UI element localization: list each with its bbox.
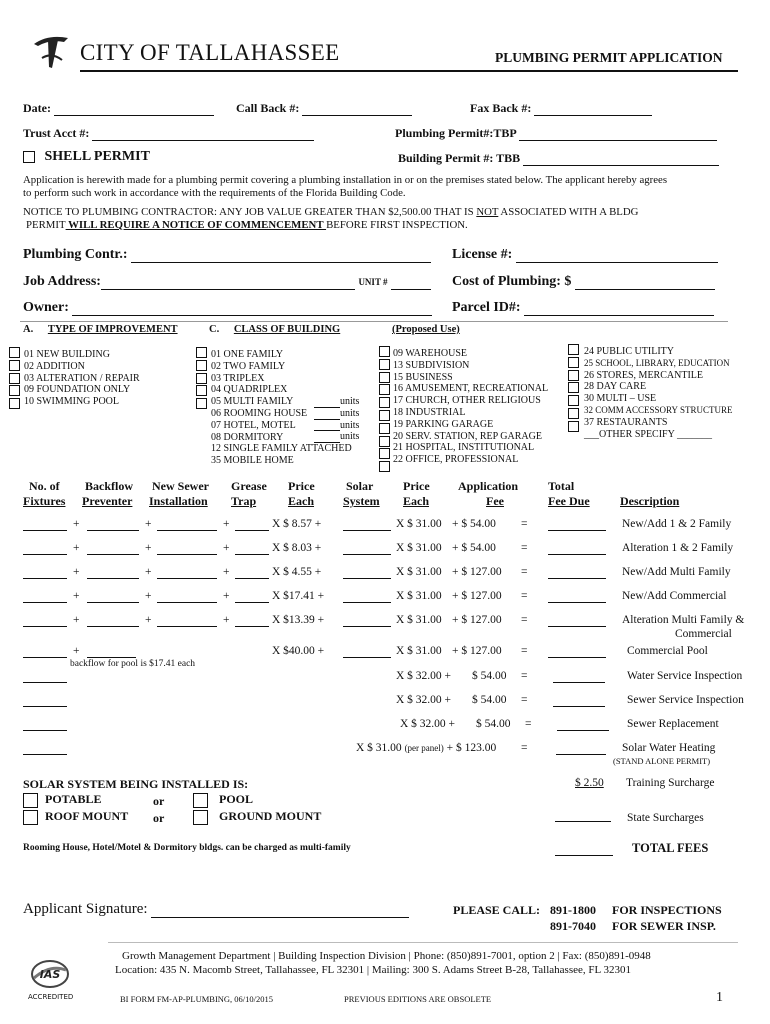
service-each: X $ 32.00 + [396, 694, 452, 706]
header-description: Description [620, 494, 680, 508]
units-field[interactable] [314, 410, 340, 420]
solar-app-fee: + $ 123.00 [446, 742, 497, 754]
improvement-item: 02 ADDITION [24, 360, 85, 372]
header-fee-due: Fee Due [548, 494, 590, 508]
header-rule [80, 70, 738, 72]
header-price-2: Price [403, 479, 430, 493]
plus-sign: + [73, 542, 80, 554]
pool-label: POOL [219, 792, 254, 806]
rooming-note: Rooming House, Hotel/Motel & Dormitory bldgs. can be charged as multi-family [23, 843, 351, 853]
notice-not: NOT [476, 206, 499, 218]
class-checkbox[interactable] [568, 395, 579, 406]
class-checkbox[interactable] [196, 360, 207, 371]
class-list-2 [393, 348, 548, 466]
footer-line-1: Growth Management Department | Building Inspection Division | Phone: (850)891-7001, option 2 | Fax: (850)891-0948 [122, 950, 651, 962]
service-app-fee: $ 54.00 [476, 718, 511, 730]
equals-sign: = [521, 542, 528, 554]
potable-checkbox[interactable] [23, 793, 38, 808]
grease-trap-field[interactable] [235, 542, 269, 555]
application-fee: + $ 127.00 [452, 566, 502, 578]
notice-permit: PERMIT [26, 219, 66, 231]
service-row [0, 694, 770, 710]
improvement-checkbox[interactable] [9, 347, 20, 358]
fixtures-field[interactable] [23, 614, 67, 627]
class-checkbox[interactable] [196, 347, 207, 358]
trust-acct-label: Trust Acct #: [23, 126, 90, 140]
plus-sign: + [145, 518, 152, 530]
class-item: 03 TRIPLEX [211, 372, 265, 384]
units-label: units [340, 396, 360, 407]
improvement-checkbox[interactable] [9, 398, 20, 409]
section-c-title: CLASS OF BUILDING [233, 324, 341, 335]
header-trap: Trap [231, 494, 257, 508]
row-description: Alteration Multi Family & [622, 614, 745, 626]
notice-text-1: NOTICE TO PLUMBING CONTRACTOR: ANY JOB VALUE GREATER THAN $2,500.00 THAT IS [23, 206, 477, 218]
plus-sign: + [145, 614, 152, 626]
owner-field[interactable] [72, 301, 432, 316]
form-number: BI FORM FM-AP-PLUMBING, 06/10/2015 [120, 994, 274, 1004]
class-3-checkboxes [568, 344, 580, 432]
service-description: Water Service Inspection [627, 670, 743, 682]
header-new-sewer: New Sewer [152, 479, 209, 493]
obsolete-note: PREVIOUS EDITIONS ARE OBSOLETE [344, 994, 492, 1004]
plus-sign: + [223, 518, 230, 530]
fixtures-field[interactable] [23, 718, 67, 731]
class-list-3 [584, 346, 732, 440]
improvement-checkbox[interactable] [9, 385, 20, 396]
header-installation: Installation [149, 494, 208, 508]
equals-sign: = [521, 614, 528, 626]
class-checkbox[interactable] [568, 421, 579, 432]
class-item: 02 TWO FAMILY [211, 360, 286, 372]
form-title: PLUMBING PERMIT APPLICATION [495, 50, 723, 65]
row-description: New/Add 1 & 2 Family [622, 518, 732, 530]
license-field[interactable] [516, 248, 718, 263]
class-checkbox[interactable] [196, 385, 207, 396]
class-item: 04 QUADRIPLEX [211, 384, 288, 396]
total-fee-field[interactable] [548, 566, 606, 579]
training-amount: $ 2.50 [575, 777, 604, 789]
class-item: 21 HOSPITAL, INSTITUTIONAL [393, 442, 535, 454]
fixtures-field[interactable] [23, 742, 67, 755]
improvement-checkboxes [9, 347, 21, 409]
total-fees-field[interactable] [555, 843, 613, 856]
new-sewer-field[interactable] [157, 566, 217, 579]
solar-field[interactable] [343, 645, 391, 658]
footer-line-2: Location: 435 N. Macomb Street, Tallahassee, FL 32301 | Mailing: 300 S. Adams Street B-28, Tallahassee, FL 32301 [115, 964, 632, 976]
backflow-field[interactable] [87, 566, 139, 579]
units-label: units [340, 431, 360, 443]
new-sewer-field[interactable] [157, 614, 217, 627]
building-permit-field[interactable] [523, 153, 719, 166]
improvement-list [24, 349, 140, 408]
class-item: 24 PUBLIC UTILITY [584, 346, 674, 357]
header-each-2: Each [403, 494, 430, 508]
solar-field[interactable] [343, 566, 391, 579]
ias-logo [28, 958, 72, 998]
pool-note: backflow for pool is $17.41 each [70, 659, 196, 669]
pool-each: X $ 31.00 [396, 645, 442, 657]
parcel-field[interactable] [524, 301, 714, 316]
cost-label: Cost of Plumbing: $ [452, 274, 572, 289]
plus-sign: + [223, 614, 230, 626]
or-label: or [153, 811, 165, 825]
fee-row [0, 590, 770, 606]
service-each: X $ 32.00 + [400, 718, 456, 730]
section-a-letter: A. [23, 324, 34, 335]
class-2-checkboxes [379, 346, 391, 472]
class-checkbox[interactable] [568, 382, 579, 393]
ground-mount-checkbox[interactable] [193, 810, 208, 825]
class-item: 09 WAREHOUSE [393, 348, 467, 359]
fixture-price: X $13.39 + [272, 614, 325, 626]
ias-logo-text: IAS [39, 968, 61, 981]
service-description: Sewer Replacement [627, 718, 719, 730]
class-item: 16 AMUSEMENT, RECREATIONAL [393, 383, 549, 395]
improvement-checkbox[interactable] [9, 373, 20, 384]
ground-mount-label: GROUND MOUNT [219, 809, 322, 823]
plumbing-permit-field[interactable] [519, 128, 717, 141]
plus-sign: + [223, 566, 230, 578]
new-sewer-field[interactable] [157, 518, 217, 531]
service-app-fee: $ 54.00 [472, 694, 507, 706]
plus-sign: + [73, 645, 80, 657]
header-each: Each [288, 494, 315, 508]
class-item: 19 PARKING GARAGE [393, 418, 494, 430]
backflow-field[interactable] [87, 542, 139, 555]
for-inspections: FOR INSPECTIONS [612, 903, 722, 917]
class-checkbox[interactable] [379, 461, 390, 472]
for-sewer: FOR SEWER INSP. [612, 919, 716, 933]
class-item: 07 HOTEL, MOTEL [211, 419, 296, 431]
service-description: Sewer Service Inspection [627, 694, 744, 706]
class-checkbox[interactable] [568, 344, 579, 355]
header-preventer: Preventer [82, 494, 133, 508]
equals-sign: = [521, 694, 528, 706]
class-item: 05 MULTI FAMILY [211, 396, 294, 408]
class-item: 12 SINGLE FAMILY ATTACHED [211, 443, 352, 455]
fee-row [0, 542, 770, 558]
system-price: X $ 31.00 [396, 614, 442, 626]
total-fee-field[interactable] [548, 590, 606, 603]
application-fee: + $ 54.00 [452, 542, 496, 554]
section-c-letter: C. [209, 324, 220, 335]
class-checkbox[interactable] [196, 373, 207, 384]
total-fee-field[interactable] [557, 718, 609, 731]
class-item: 37 RESTAURANTS [584, 416, 668, 428]
notice-text-2c: BEFORE FIRST INSPECTION. [326, 219, 468, 231]
class-item: 22 OFFICE, PROFESSIONAL [393, 454, 519, 466]
units-label: units [340, 419, 360, 431]
improvement-checkbox[interactable] [9, 360, 20, 371]
application-fee: + $ 127.00 [452, 614, 502, 626]
state-surcharge-field[interactable] [555, 809, 611, 822]
class-checkbox[interactable] [379, 384, 390, 395]
row-description-2: Commercial [675, 628, 732, 640]
header-fee: Fee [486, 494, 504, 508]
page-number: 1 [716, 990, 723, 1005]
backflow-field[interactable] [87, 645, 136, 658]
divider [20, 321, 728, 322]
intro-line-2: to perform such work in accordance with the requirements of the Florida Building Code. [23, 187, 406, 199]
owner-label: Owner: [23, 300, 69, 315]
cost-field[interactable] [575, 275, 715, 290]
class-checkbox[interactable] [568, 408, 579, 419]
plus-sign: + [145, 590, 152, 602]
date-field[interactable] [54, 103, 214, 116]
total-fee-field[interactable] [548, 645, 606, 658]
class-checkbox[interactable] [379, 397, 390, 408]
shell-permit-checkbox[interactable] [23, 151, 35, 163]
total-fee-field[interactable] [556, 742, 606, 755]
units-field[interactable] [314, 433, 340, 443]
fixture-price: X $ 8.57 + [272, 518, 322, 530]
shell-permit-label: SHELL PERMIT [44, 149, 150, 164]
improvement-item: 01 NEW BUILDING [24, 349, 110, 360]
roof-mount-checkbox[interactable] [23, 810, 38, 825]
header-system: System [343, 494, 380, 508]
new-sewer-field[interactable] [157, 590, 217, 603]
header-total: Total [548, 479, 575, 493]
fixture-price: X $17.41 + [272, 590, 325, 602]
state-surcharge-label: State Surcharges [627, 812, 704, 824]
fixtures-field[interactable] [23, 542, 67, 555]
new-sewer-field[interactable] [157, 542, 217, 555]
system-price: X $ 31.00 [396, 518, 442, 530]
equals-sign: = [525, 718, 532, 730]
please-call: PLEASE CALL: [453, 903, 541, 917]
class-item: 15 BUSINESS [393, 371, 453, 383]
backflow-field[interactable] [87, 518, 139, 531]
class-item: 06 ROOMING HOUSE [211, 407, 308, 419]
fixtures-field[interactable] [23, 694, 67, 707]
intro-line-1: Application is herewith made for a plumbing permit covering a plumbing installation in or on the premises stated below. The applicant hereby agrees [23, 174, 668, 186]
row-description: New/Add Multi Family [622, 566, 731, 578]
units-field[interactable] [314, 421, 340, 431]
class-checkbox[interactable] [379, 359, 390, 370]
grease-trap-field[interactable] [235, 518, 269, 531]
total-fee-field[interactable] [548, 518, 606, 531]
class-checkbox[interactable] [379, 448, 390, 459]
header-solar: Solar [346, 479, 374, 493]
grease-trap-field[interactable] [235, 614, 269, 627]
service-row [0, 670, 770, 686]
solar-description: Solar Water Heating [622, 742, 716, 754]
service-each: X $ 32.00 + [396, 670, 452, 682]
service-app-fee: $ 54.00 [472, 670, 507, 682]
signature-field[interactable] [151, 902, 409, 918]
notice-text-1b: ASSOCIATED WITH A BLDG [498, 206, 639, 218]
header-backflow: Backflow [85, 479, 133, 493]
date-label: Date: [23, 101, 51, 115]
plus-sign: + [223, 590, 230, 602]
call-back-field[interactable] [302, 103, 412, 116]
class-item: 28 DAY CARE [584, 381, 647, 393]
solar-field[interactable] [343, 542, 391, 555]
fax-back-field[interactable] [534, 103, 652, 116]
units-label: units [340, 407, 360, 419]
equals-sign: = [521, 645, 528, 657]
pool-description: Commercial Pool [627, 645, 708, 657]
pool-app-fee: + $ 127.00 [452, 645, 502, 657]
total-fee-field[interactable] [548, 542, 606, 555]
class-checkbox[interactable] [196, 398, 207, 409]
fax-back-label: Fax Back #: [470, 101, 532, 115]
system-price: X $ 31.00 [396, 542, 442, 554]
application-fee: + $ 127.00 [452, 590, 502, 602]
grease-trap-field[interactable] [235, 566, 269, 579]
class-item: 20 SERV. STATION, REP GARAGE [393, 430, 542, 442]
improvement-item: 10 SWIMMING POOL [24, 396, 119, 408]
training-label: Training Surcharge [626, 777, 715, 789]
class-item: 13 SUBDIVISION [393, 359, 470, 371]
grease-trap-field[interactable] [235, 590, 269, 603]
equals-sign: = [521, 742, 528, 754]
fixtures-field[interactable] [23, 590, 67, 603]
plus-sign: + [73, 566, 80, 578]
class-item: 30 MULTI – USE [584, 393, 657, 405]
fixtures-field[interactable] [23, 518, 67, 531]
improvement-item: 03 ALTERATION / REPAIR [24, 372, 140, 384]
signature-label: Applicant Signature: [23, 901, 148, 917]
or-label: or [153, 794, 165, 808]
total-fee-field[interactable] [548, 614, 606, 627]
equals-sign: = [521, 518, 528, 530]
equals-sign: = [521, 566, 528, 578]
class-checkbox[interactable] [379, 346, 390, 357]
total-fees-label: TOTAL FEES [632, 841, 709, 855]
system-price: X $ 31.00 [396, 590, 442, 602]
license-label: License #: [452, 247, 513, 262]
plus-sign: + [73, 590, 80, 602]
job-address-label: Job Address: [23, 274, 101, 289]
fee-row [0, 518, 770, 534]
class-checkbox[interactable] [379, 436, 390, 447]
unit-field[interactable] [391, 275, 431, 290]
contractor-field[interactable] [131, 248, 431, 263]
class-item: 32 COMM ACCESSORY STRUCTURE [584, 404, 733, 415]
row-description: New/Add Commercial [622, 590, 727, 602]
accredited-label: ACCREDITED [28, 993, 74, 1001]
class-checkbox[interactable] [379, 410, 390, 421]
city-name: CITY OF TALLAHASSEE [80, 40, 340, 65]
equals-sign: = [521, 670, 528, 682]
service-row [0, 718, 770, 734]
backflow-field[interactable] [87, 590, 139, 603]
proposed-use-label: (Proposed Use) [392, 324, 460, 335]
application-fee: + $ 54.00 [452, 518, 496, 530]
job-address-field[interactable] [101, 275, 355, 290]
city-logo [28, 30, 78, 72]
plus-sign: + [73, 614, 80, 626]
improvement-item: 09 FOUNDATION ONLY [24, 384, 131, 396]
class-item: 25 SCHOOL, LIBRARY, EDUCATION [584, 357, 730, 368]
row-description: Alteration 1 & 2 Family [622, 542, 734, 554]
class-item: 26 STORES, MERCANTILE [584, 369, 703, 381]
per-panel: (per panel) [404, 743, 444, 753]
pool-checkbox[interactable] [193, 793, 208, 808]
class-checkbox[interactable] [379, 372, 390, 383]
system-price: X $ 31.00 [396, 566, 442, 578]
class-item: 08 DORMITORY [211, 431, 284, 443]
call-back-label: Call Back #: [236, 101, 300, 115]
header-application: Application [458, 479, 519, 493]
unit-label: UNIT # [358, 277, 388, 287]
phone-inspections: 891-1800 [550, 903, 596, 917]
plus-sign: + [145, 566, 152, 578]
trust-acct-field[interactable] [92, 128, 314, 141]
header-no-of: No. of [29, 479, 60, 493]
backflow-field[interactable] [87, 614, 139, 627]
plus-sign: + [73, 518, 80, 530]
section-a-title: TYPE OF IMPROVEMENT [47, 324, 178, 335]
parcel-label: Parcel ID#: [452, 300, 521, 315]
equals-sign: = [521, 590, 528, 602]
class-1-checkboxes [196, 347, 208, 409]
solar-each: X $ 31.00 [356, 742, 402, 754]
phone-sewer: 891-7040 [550, 919, 596, 933]
plumbing-permit-label: Plumbing Permit#:TBP [395, 126, 516, 140]
plus-sign: + [145, 542, 152, 554]
class-item: 17 CHURCH, OTHER RELIGIOUS [393, 395, 541, 407]
class-item: 01 ONE FAMILY [211, 349, 284, 360]
footer-rule [108, 942, 738, 943]
notice-commencement: WILL REQUIRE A NOTICE OF COMMENCEMENT [65, 219, 327, 231]
fee-row [0, 614, 770, 640]
solar-field[interactable] [343, 518, 391, 531]
header-fixtures: Fixtures [23, 494, 66, 508]
class-item: ___OTHER SPECIFY _______ [584, 428, 712, 440]
units-fields [314, 396, 359, 443]
pool-price: X $40.00 + [272, 645, 325, 657]
header-price: Price [288, 479, 315, 493]
fee-row [0, 566, 770, 582]
solar-title: SOLAR SYSTEM BEING INSTALLED IS: [23, 777, 249, 791]
solar-field[interactable] [343, 590, 391, 603]
roof-mount-label: ROOF MOUNT [45, 809, 129, 823]
class-checkbox[interactable] [568, 370, 579, 381]
stand-alone-note: (STAND ALONE PERMIT) [613, 756, 711, 766]
potable-label: POTABLE [45, 792, 102, 806]
fixtures-field[interactable] [23, 645, 67, 658]
contractor-label: Plumbing Contr.: [23, 247, 128, 262]
total-fee-field[interactable] [553, 694, 605, 707]
class-checkbox[interactable] [379, 423, 390, 434]
building-permit-label: Building Permit #: TBB [398, 151, 521, 165]
total-fee-field[interactable] [553, 670, 605, 683]
solar-field[interactable] [343, 614, 391, 627]
fixture-price: X $ 8.03 + [272, 542, 322, 554]
units-field[interactable] [314, 398, 340, 408]
header-grease: Grease [231, 479, 267, 493]
fixture-price: X $ 4.55 + [272, 566, 322, 578]
class-checkbox[interactable] [568, 357, 579, 368]
plus-sign: + [223, 542, 230, 554]
class-item: 18 INDUSTRIAL [393, 406, 466, 418]
class-item: 35 MOBILE HOME [211, 455, 294, 467]
fixtures-field[interactable] [23, 670, 67, 683]
fixtures-field[interactable] [23, 566, 67, 579]
